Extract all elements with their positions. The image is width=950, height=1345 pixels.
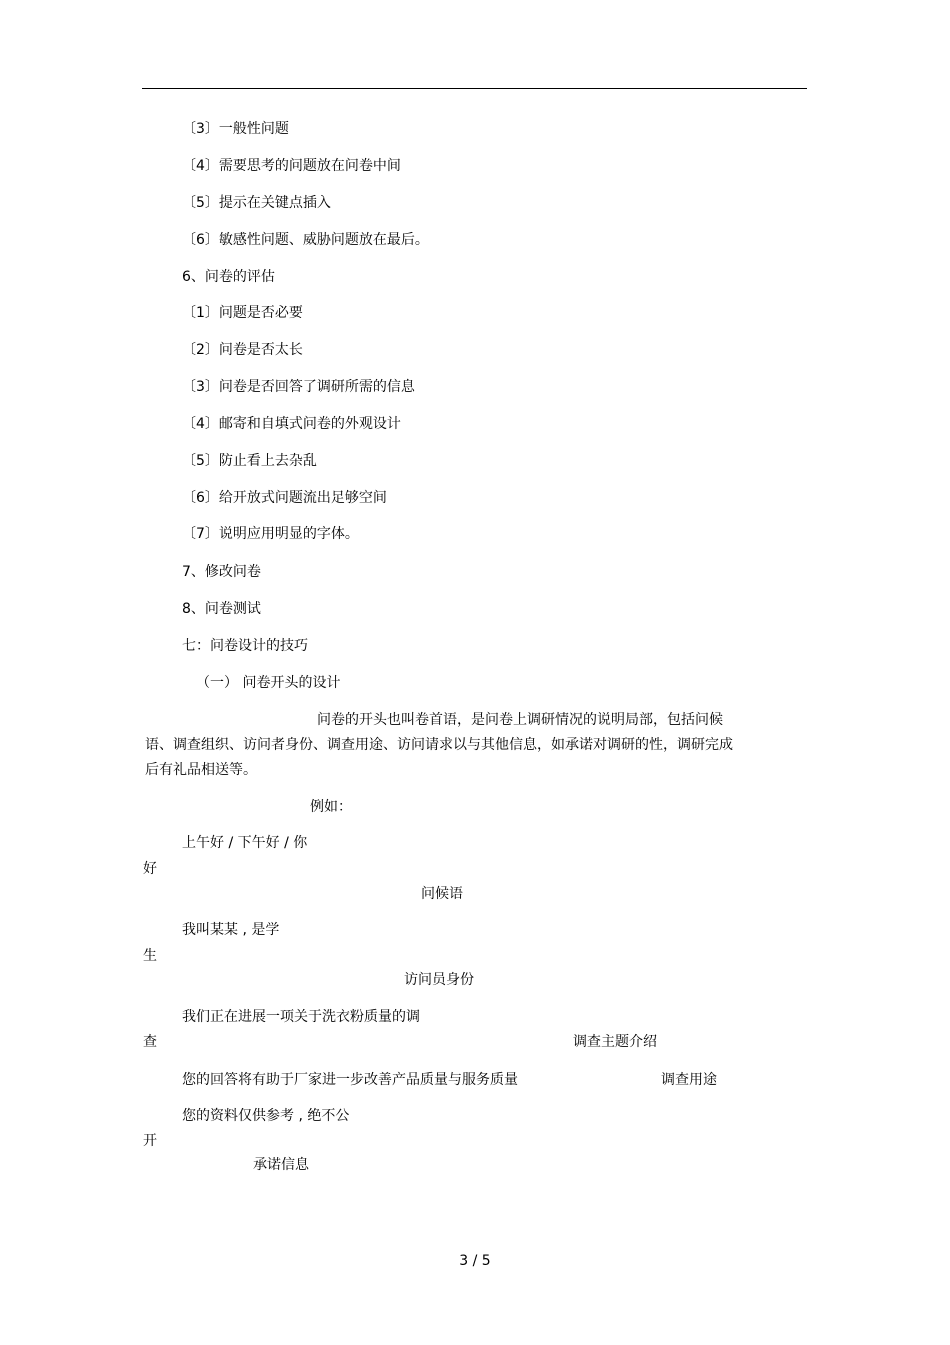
identity-text-wrap: 生 [143,948,157,964]
list-item-3-general: 〔3〕一般性问题 [182,121,289,137]
section-heading-evaluation: 6、问卷的评估 [182,269,275,285]
identity-text: 我叫某某 , 是学 [182,922,280,938]
promise-text-wrap: 开 [143,1133,157,1149]
section-heading-revise: 7、修改问卷 [182,564,261,580]
topic-text-wrap: 查 [143,1034,157,1050]
list-item-6-sensitive: 〔6〕敏感性问题、威胁问题放在最后。 [182,232,429,248]
promise-tag: 承诺信息 [253,1157,309,1173]
eval-item-1: 〔1〕问题是否必要 [182,305,303,321]
eval-item-5: 〔5〕防止看上去杂乱 [182,453,317,469]
page-number: 3 / 5 [459,1253,491,1269]
use-tag: 调查用途 [661,1072,717,1088]
opening-paragraph: 问卷的开头也叫卷首语，是问卷上调研情况的说明局部，包括问候语、调查组织、访问者身份、调查用途、访问请求以与其他信息，如承诺对调研的性，调研完成后有礼品相送等。 [145,712,733,778]
eval-item-4: 〔4〕邮寄和自填式问卷的外观设计 [182,416,401,432]
header-rule [142,88,807,89]
eval-item-3: 〔3〕问卷是否回答了调研所需的信息 [182,379,415,395]
eval-item-7: 〔7〕说明应用明显的字体。 [182,526,359,542]
section-heading-test: 8、问卷测试 [182,601,261,617]
use-text: 您的回答将有助于厂家进一步改善产品质量与服务质量 [182,1072,518,1088]
list-item-4-middle: 〔4〕需要思考的问题放在问卷中间 [182,158,401,174]
list-item-5-prompt: 〔5〕提示在关键点插入 [182,195,331,211]
subsection-heading-opening: （一） 问卷开头的设计 [196,675,341,691]
chapter-heading-techniques: 七：问卷设计的技巧 [182,638,308,654]
eval-item-6: 〔6〕给开放式问题流出足够空间 [182,490,387,506]
topic-text: 我们正在进展一项关于洗衣粉质量的调 [182,1009,420,1025]
greeting-tag: 问候语 [421,886,463,902]
greeting-text-wrap: 好 [143,861,157,877]
eval-item-2: 〔2〕问卷是否太长 [182,342,303,358]
topic-tag: 调查主题介绍 [573,1034,657,1050]
identity-tag: 访问员身份 [404,972,474,988]
example-label: 例如： [310,799,352,815]
greeting-text: 上午好 / 下午好 / 你 [182,835,308,851]
promise-text: 您的资料仅供参考 , 绝不公 [182,1108,350,1124]
